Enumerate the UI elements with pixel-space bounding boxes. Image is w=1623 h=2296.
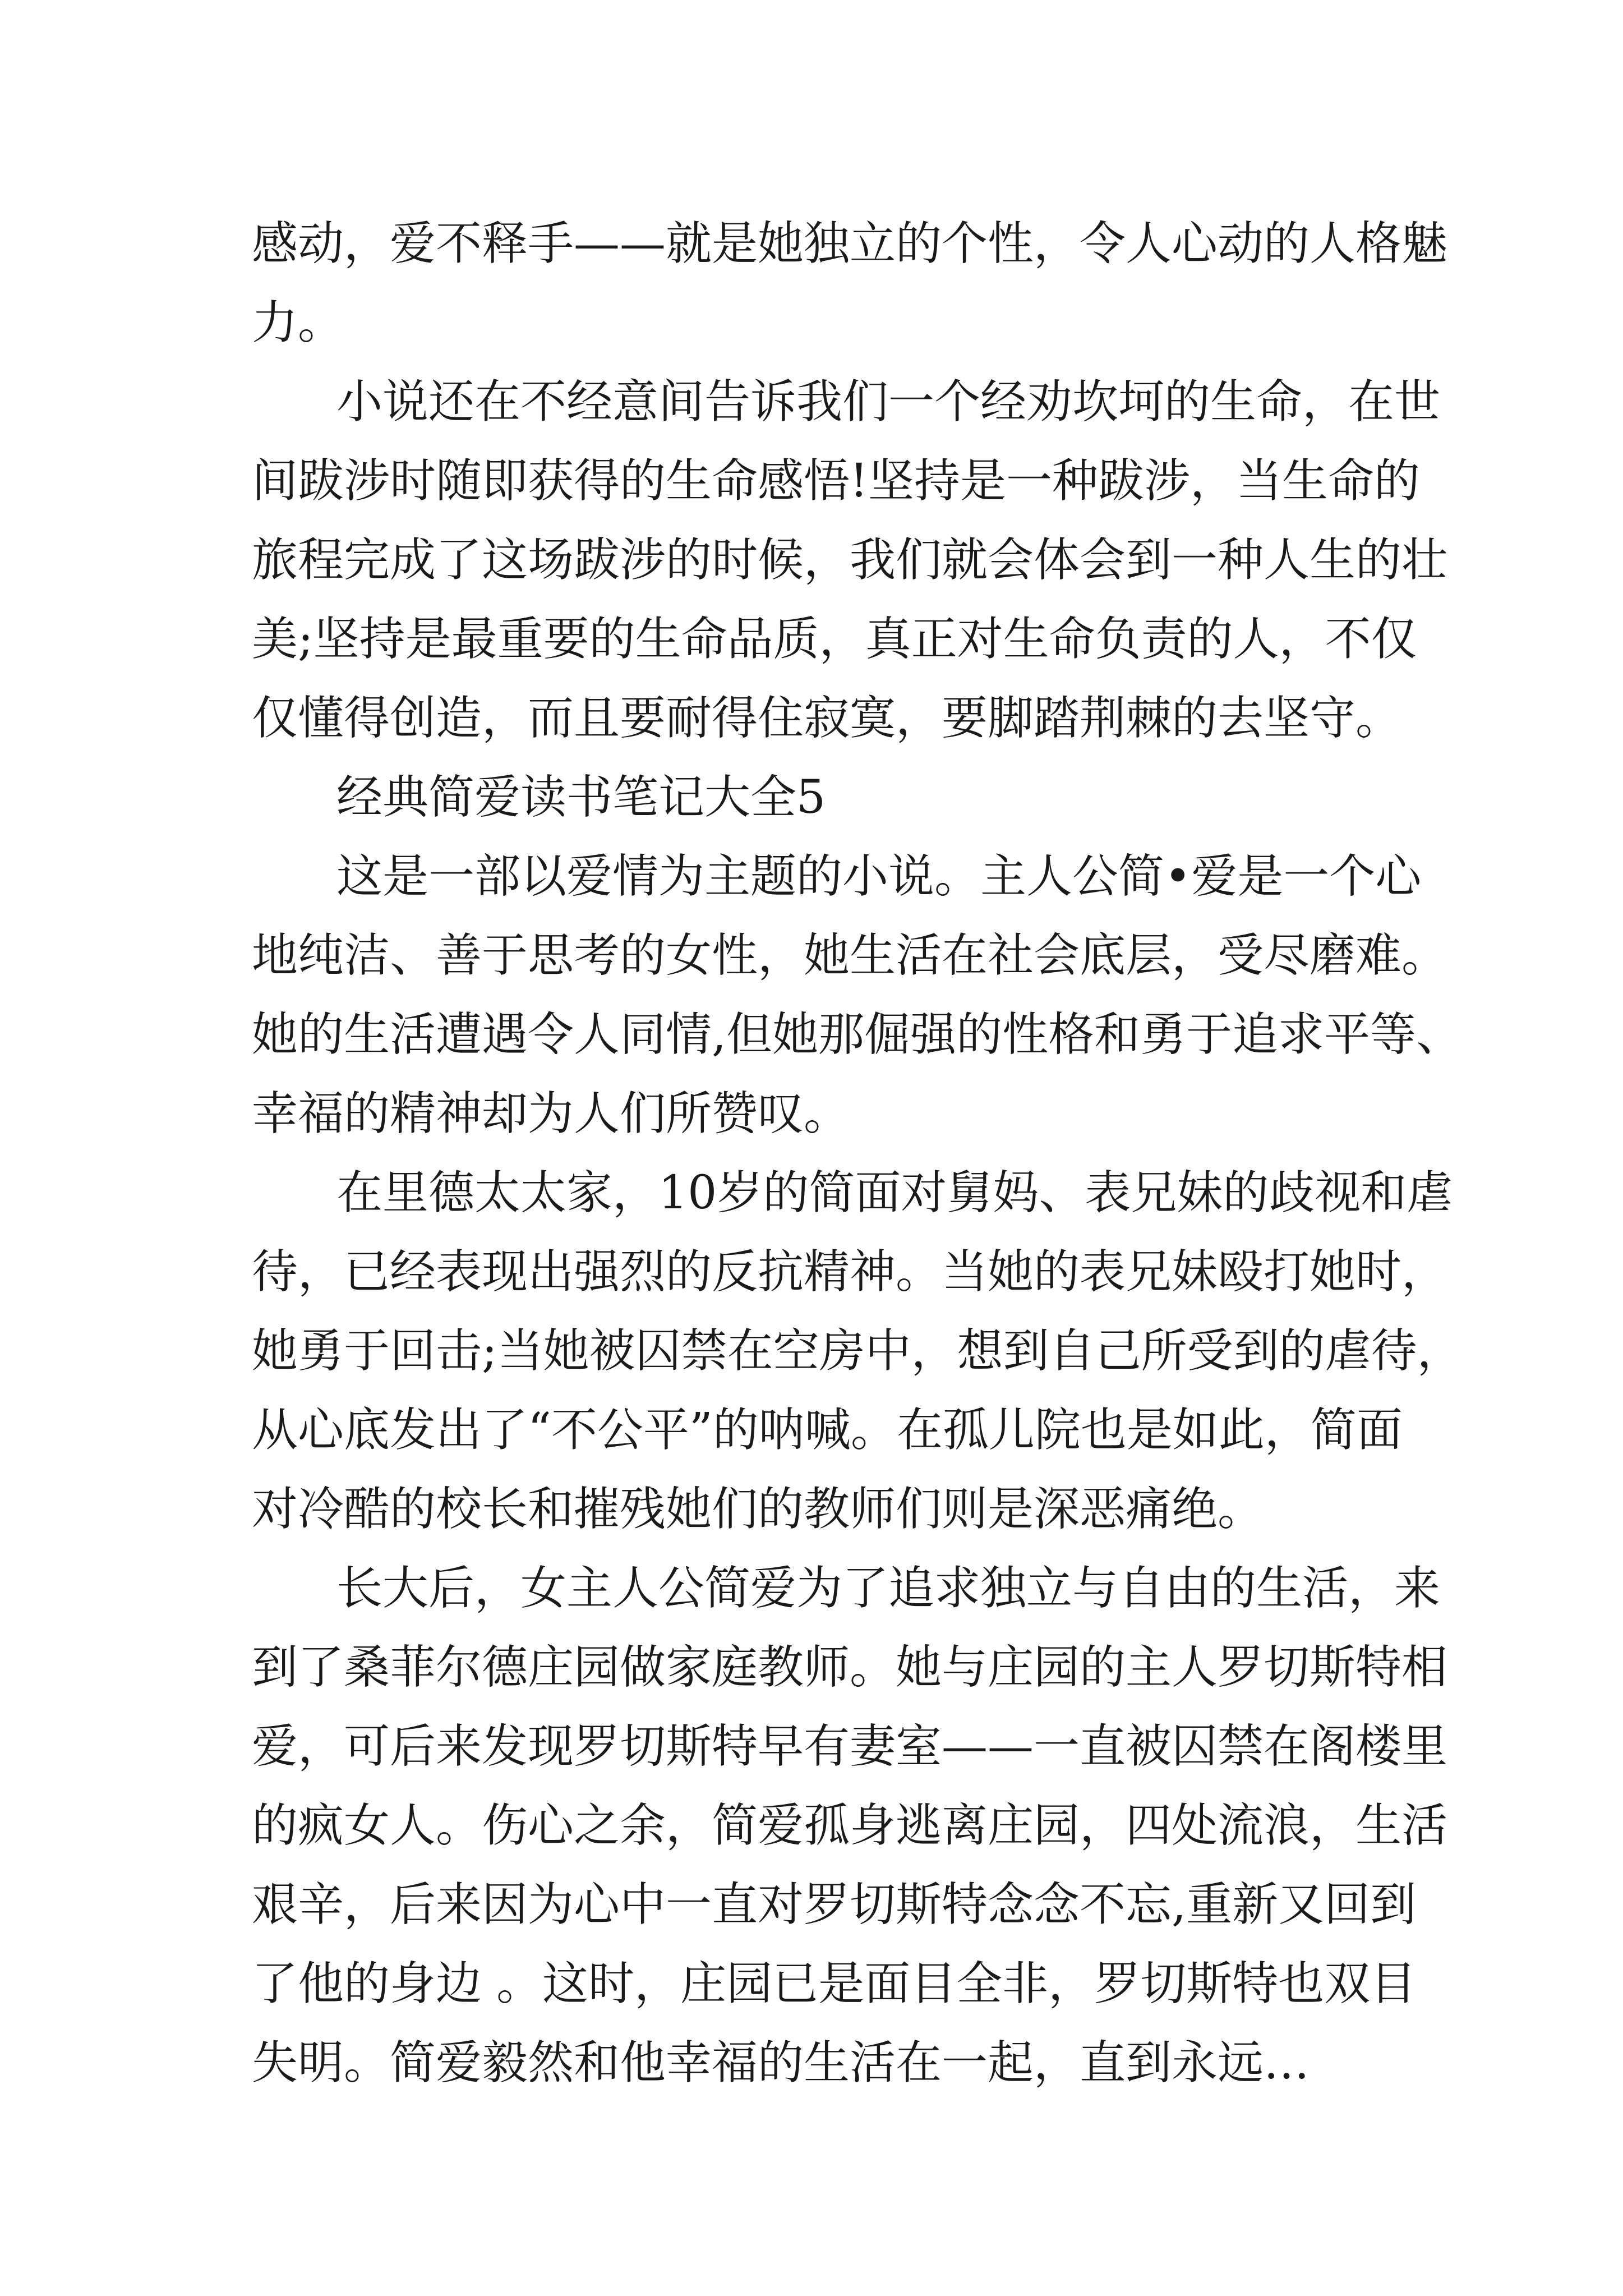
text-line: 待，已经表现出强烈的反抗精神。当她的表兄妹殴打她时， — [252, 1245, 1448, 1299]
text-line: 美;坚持是最重要的生命品质，真正对生命负责的人，不仅 — [252, 613, 1417, 666]
text-line: 她勇于回击;当她被囚禁在空房中，想到自己所受到的虐待， — [252, 1324, 1463, 1378]
text-line: 从心底发出了“不公平”的呐喊。在孤儿院也是如此，简面 — [252, 1404, 1403, 1457]
text-line: 感动，爱不释手——就是她独立的个性，令人心动的人格魅 — [252, 217, 1448, 270]
paragraph-start-line: 这是一部以爱情为主题的小说。主人公简•爱是一个心 — [336, 850, 1422, 903]
paragraph-start-line: 小说还在不经意间告诉我们一个经劝坎坷的生命，在世 — [336, 375, 1441, 429]
text-line: 艰辛，后来因为心中一直对罗切斯特念念不忘,重新又回到 — [252, 1878, 1417, 1931]
paragraph-start-line: 在里德太太家，10岁的简面对舅妈、表兄妹的歧视和虐 — [336, 1166, 1453, 1220]
text-line: 地纯洁、善于思考的女性，她生活在社会底层，受尽磨难。 — [252, 929, 1448, 982]
text-line: 仅懂得创造，而且要耐得住寂寞，要脚踏荆棘的去坚守。 — [252, 692, 1402, 745]
text-line: 失明。简爱毅然和他幸福的生活在一起，直到永远… — [252, 2036, 1310, 2090]
text-line: 的疯女人。伤心之余，简爱孤身逃离庄园，四处流浪，生活 — [252, 1799, 1448, 1852]
text-line: 间跋涉时随即获得的生命感悟!坚持是一种跋涉，当生命的 — [252, 454, 1420, 508]
paragraph-start-line: 长大后，女主人公简爱为了追求独立与自由的生活，来 — [336, 1562, 1441, 1615]
text-line: 力。 — [252, 296, 344, 349]
text-line: 她的生活遭遇令人同情,但她那倔强的性格和勇于追求平等、 — [252, 1008, 1463, 1061]
text-line: 旅程完成了这场跋涉的时候，我们就会体会到一种人生的壮 — [252, 533, 1448, 587]
text-line: 幸福的精神却为人们所赞叹。 — [252, 1087, 850, 1140]
text-line: 了他的身边 。这时，庄园已是面目全非，罗切斯特也双目 — [252, 1957, 1417, 2010]
text-line: 对冷酷的校长和摧残她们的教师们则是深恶痛绝。 — [252, 1483, 1264, 1536]
text-line: 到了桑菲尔德庄园做家庭教师。她与庄园的主人罗切斯特相 — [252, 1641, 1448, 1694]
section-heading: 经典简爱读书笔记大全5 — [336, 771, 826, 824]
text-line: 爱，可后来发现罗切斯特早有妻室——一直被囚禁在阁楼里 — [252, 1720, 1448, 1773]
